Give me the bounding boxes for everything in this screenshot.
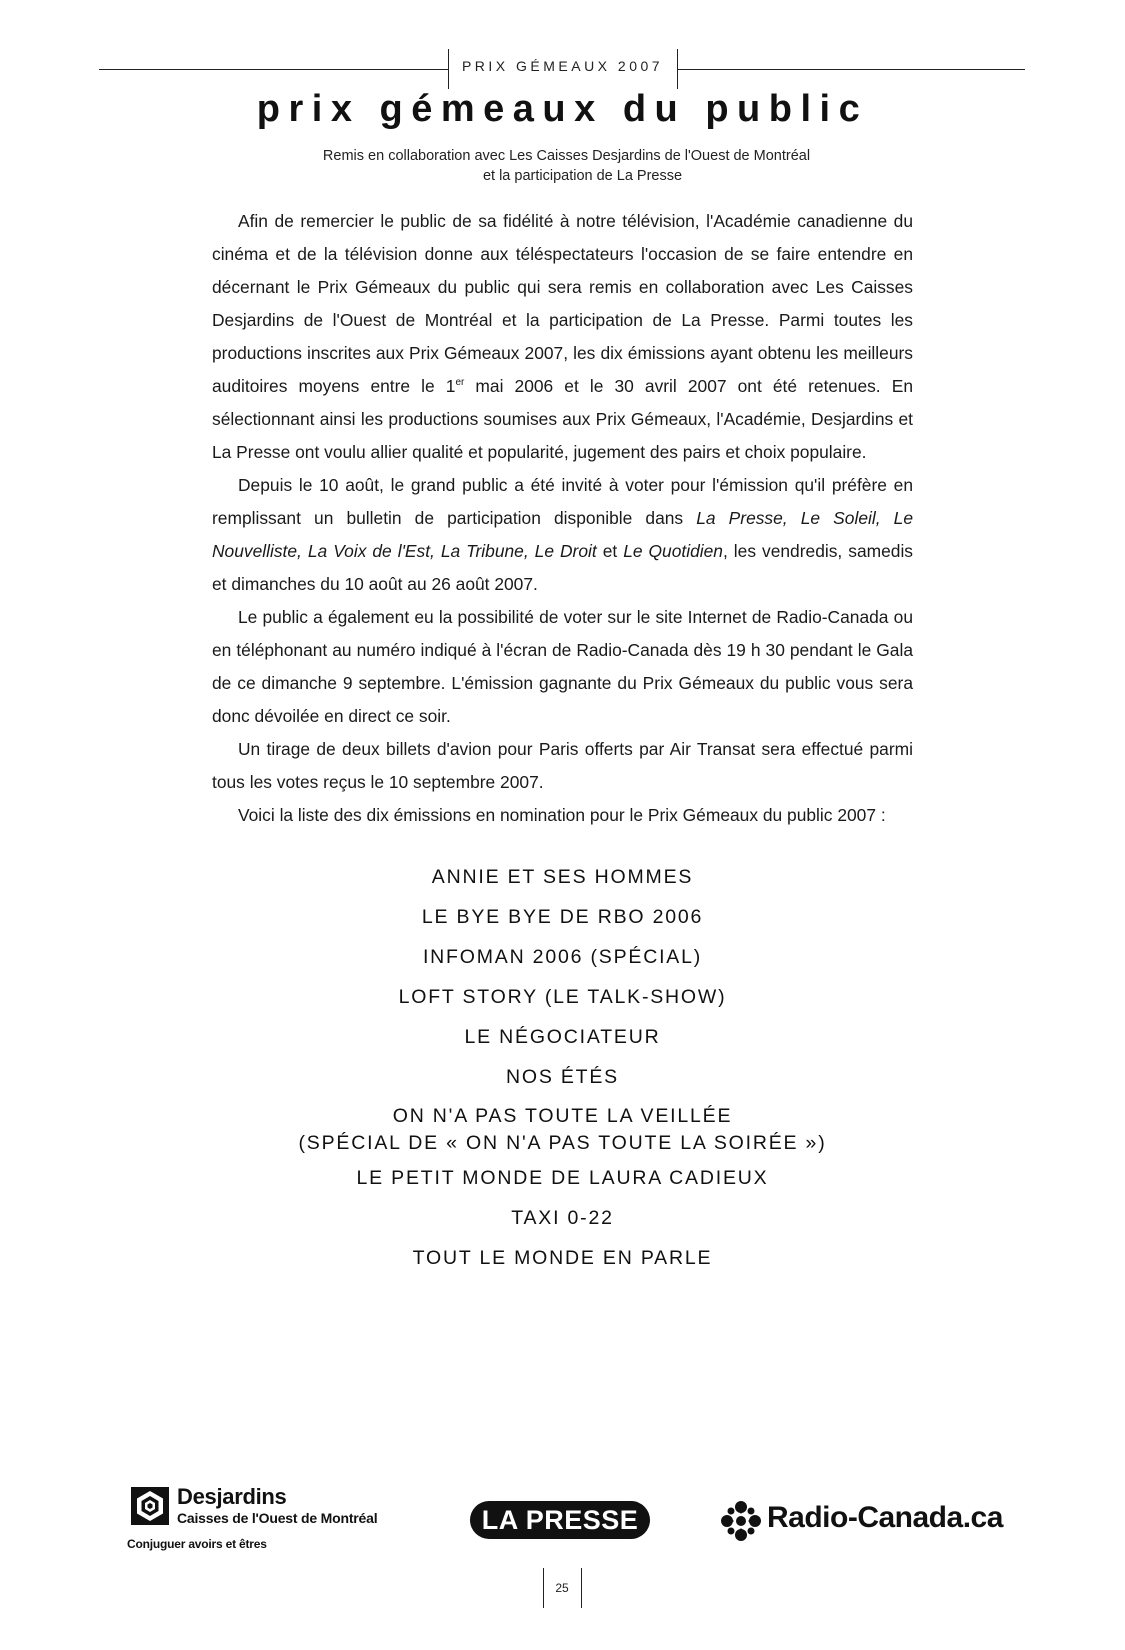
paragraph-4: Un tirage de deux billets d'avion pour Paris offerts par Air Transat sera effectué parmi tous les votes reçus le 10 septembre 2007. <box>212 739 913 792</box>
nominee-item: ANNIE ET SES HOMMES <box>431 866 694 888</box>
subtitle-line-1: Remis en collaboration avec Les Caisses Desjardins de l'Ouest de Montréal <box>322 148 811 164</box>
header-rule-left <box>99 69 448 70</box>
paragraph-1 <box>212 205 913 469</box>
nominee-item: NOS ÉTÉS <box>505 1066 619 1088</box>
paragraph-2-conjunction: et <box>596 541 624 561</box>
page-title: prix gémeaux du public <box>256 88 869 130</box>
nominee-item: LE NÉGOCIATEUR <box>464 1026 661 1048</box>
page-number: 25 <box>555 1581 569 1595</box>
paragraph-2-text-a: Depuis le 10 août, le grand public a été invité à voter pour l'émission qu'il préfère en remplissant un bulletin de participation disponible dans <box>212 475 913 528</box>
header-rule-right <box>677 69 1025 70</box>
la-presse-wordmark: LA PRESSE <box>481 1505 639 1535</box>
ordinal-superscript: er <box>455 377 465 388</box>
nominee-item <box>0 1097 1125 1164</box>
paragraph-3: Le public a également eu la possibilité de voter sur le site Internet de Radio-Canada ou en téléphonant au numéro indiqué à l'écran de Radio-Canada dès 19 h 30 pendant le Gala de ce dimanche 9 septembre. L'émission gagnante du Prix Gémeaux du public vous sera donc dévoilée en direct ce soir. <box>212 607 913 726</box>
nominee-title: ON N'A PAS TOUTE LA VEILLÉE <box>392 1105 733 1127</box>
radio-canada-gem-icon <box>720 1500 762 1542</box>
article-body <box>212 205 913 832</box>
paragraph-1-text-b: mai 2006 et le 30 avril 2007 ont été retenues. En sélectionnant ainsi les productions soumises aux Prix Gémeaux, l'Académie, Desjardins et La Presse ont voulu allier qualité et popularité, jugement des pairs et choix populaire. <box>212 376 913 462</box>
nominee-item: LOFT STORY (LE TALK-SHOW) <box>398 986 727 1008</box>
nominee-item: INFOMAN 2006 (SPÉCIAL) <box>422 946 703 968</box>
desjardins-hexagon-icon <box>130 1486 170 1526</box>
radio-canada-wordmark: Radio-Canada.ca <box>767 1501 1003 1534</box>
desjardins-tagline: Conjuguer avoirs et êtres <box>127 1537 267 1551</box>
newspaper-list: La Presse, Le Soleil, Le Nouvelliste, La Voix de l'Est, La Tribune, Le Droit <box>212 508 913 561</box>
paragraph-2 <box>212 469 913 601</box>
paragraph-2-text-b: , les vendredis, samedis et dimanches du 10 août au 26 août 2007. <box>212 541 914 594</box>
paragraph-5: Voici la liste des dix émissions en nomination pour le Prix Gémeaux du public 2007 : <box>238 805 886 825</box>
paragraph-1-text-a: Afin de remercier le public de sa fidélité à notre télévision, l'Académie canadienne du cinéma et de la télévision donne aux téléspectateurs l'occasion de se faire entendre en décernant le Prix Gémeaux du public qui sera remis en collaboration avec Les Caisses Desjardins de l'Ouest de Montréal et la participation de La Presse. Parmi toutes les productions inscrites aux Prix Gémeaux 2007, les dix émissions ayant obtenu les meilleurs auditoires moyens entre le 1 <box>212 211 913 396</box>
nominees-list <box>0 857 1125 1278</box>
header-divider-right <box>677 49 678 89</box>
nominee-item: LE PETIT MONDE DE LAURA CADIEUX <box>356 1167 769 1189</box>
footer-divider-right <box>581 1568 582 1608</box>
radio-canada-logo <box>720 1496 1003 1542</box>
la-presse-logo <box>470 1501 650 1539</box>
subtitle-line-2: et la participation de La Presse <box>482 168 683 184</box>
desjardins-subtitle: Caisses de l'Ouest de Montréal <box>177 1510 378 1526</box>
nominee-item: TAXI 0-22 <box>511 1207 614 1229</box>
nominee-item: LE BYE BYE DE RBO 2006 <box>421 906 704 928</box>
nominee-subtitle: (SPÉCIAL DE « ON N'A PAS TOUTE LA SOIRÉE ») <box>298 1132 827 1154</box>
running-head: PRIX GÉMEAUX 2007 <box>461 58 664 74</box>
subtitle <box>0 146 1125 186</box>
desjardins-name: Desjardins <box>177 1484 287 1509</box>
newspaper-last: Le Quotidien <box>623 541 723 561</box>
nominee-item: TOUT LE MONDE EN PARLE <box>412 1247 713 1269</box>
